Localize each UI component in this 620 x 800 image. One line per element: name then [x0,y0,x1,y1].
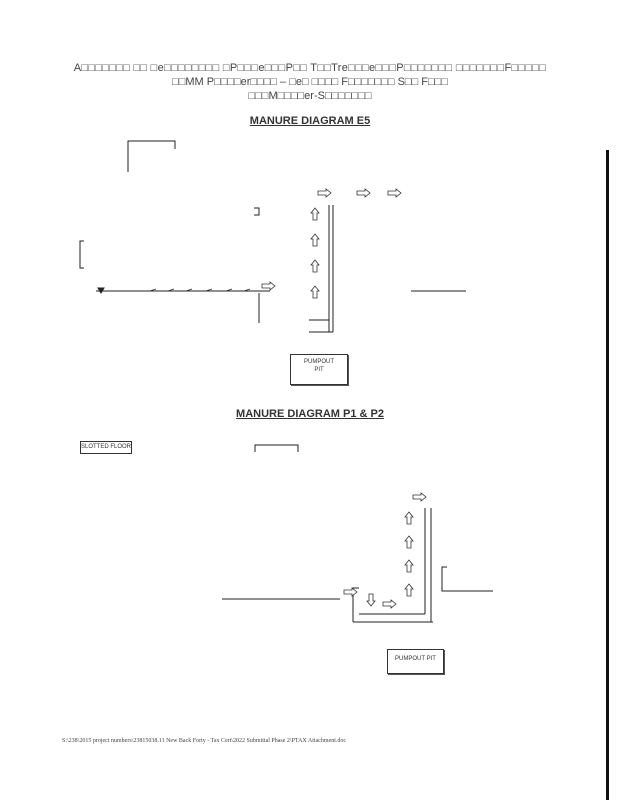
file-path-footer: S:\238\2015 project numbers\23815038.11 New Back Forty - Tax Cert\2022 Submittal Phase 2\PTAX Attachment.doc [62,738,347,744]
header-line-2: □□MM P□□□□er□□□□ – □e□ □□□□ F□□□□□□□ S□□ F□□□ [172,76,448,88]
small-bracket [254,208,259,215]
e5-flow-arrows [262,189,401,298]
diagram-p1p2-title: MANURE DIAGRAM P1 & P2 [236,408,384,420]
header-line-1: A□□□□□□□ □□ □e□□□□□□□□ □P□□□e□□□P□□ T□□Tre□□□e□□□P□□□□□□□ □□□□□□□F□□□□□ [73,62,547,74]
pumpout-pit-p1p2: PUMPOUT PIT [387,649,444,674]
barn-outline-corner [128,141,175,172]
pumpout-pit-e5: PUMPOUT PIT [290,354,348,385]
diagram-e5 [80,141,466,332]
diagram-p1p2 [222,445,493,622]
header-line-3: □□□M□□□□er-S□□□□□□□ [248,90,372,102]
side-bracket-2 [442,567,493,591]
slotted-floor-label: SLOTTED FLOOR [80,441,132,454]
barn-outline-corner-2 [255,445,298,452]
diagram-e5-title: MANURE DIAGRAM E5 [249,115,371,127]
left-bracket [80,241,84,268]
p1p2-flow-arrows [344,493,426,608]
